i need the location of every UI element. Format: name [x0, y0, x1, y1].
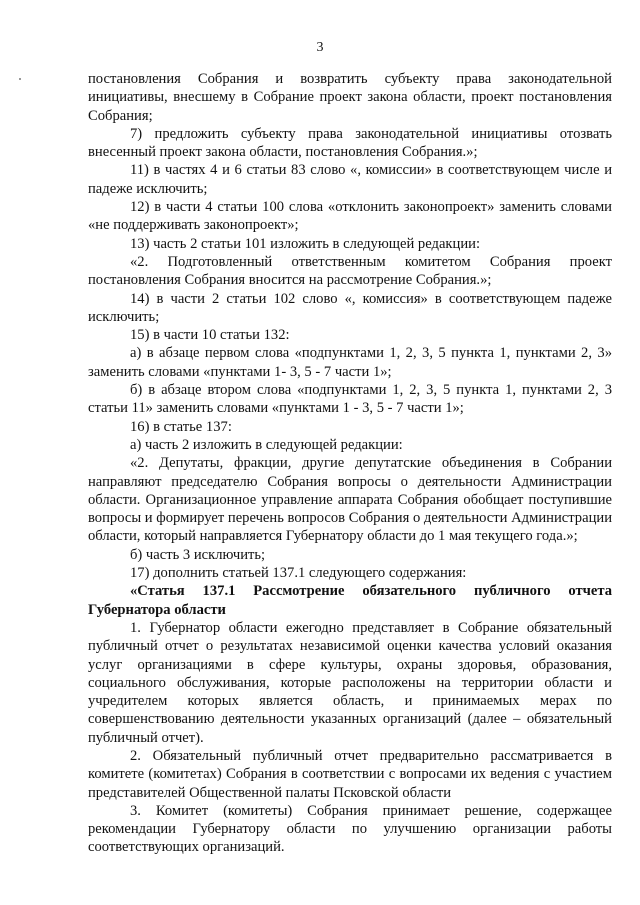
- paragraph: постановления Собрания и возвратить субъекту права законодательной инициативы, внесшему в Собрание проект закона области, проект постановления Собрания;: [88, 71, 612, 124]
- paragraph: 12) в части 4 статьи 100 слова «отклонить законопроект» заменить словами «не поддерживать законопроект»;: [88, 199, 612, 234]
- scan-mark: [19, 78, 21, 80]
- paragraph: «2. Депутаты, фракции, другие депутатские объединения в Собрании направляют председателю Собрания вопросы о деятельности Администрации области. Организационное управление аппарата Собрания обобщает поступившие вопросы и формирует перечень вопросов Собрания о деятельности Администрации области, который направляется Губернатору области до 1 мая текущего года.»;: [88, 455, 612, 545]
- paragraph: 13) часть 2 статьи 101 изложить в следующей редакции:: [130, 235, 480, 252]
- paragraph: б) часть 3 исключить;: [130, 546, 266, 563]
- page-number: 3: [316, 40, 324, 55]
- paragraph: 15) в части 10 статьи 132:: [130, 327, 290, 344]
- paragraph: 17) дополнить статьей 137.1 следующего содержания:: [130, 565, 467, 582]
- paragraph: 7) предложить субъекту права законодательной инициативы отозвать внесенный проект закона области, постановления Собрания.»;: [88, 125, 612, 161]
- paragraph: «2. Подготовленный ответственным комитетом Собрания проект постановления Собрания вносится на рассмотрение Собрания.»;: [88, 253, 612, 289]
- article-paragraph: 2. Обязательный публичный отчет предварительно рассматривается в комитете (комитетах) Собрания в соответствии с вопросами их ведения с участием представителей Общественной палаты Псковской области: [88, 747, 612, 801]
- article-paragraph: 3. Комитет (комитеты) Собрания принимает решение, содержащее рекомендации Губернатору области по улучшению организации работы соответствующих организаций.: [88, 802, 612, 856]
- document-body: [88, 70, 612, 857]
- paragraph: а) в абзаце первом слова «подпунктами 1, 2, 3, 5 пункта 1, пунктами 2, 3» заменить словами «пунктами 1- 3, 5 - 7 части 1»;: [88, 345, 612, 380]
- article-paragraph: 1. Губернатор области ежегодно представляет в Собрание обязательный публичный отчет о результатах независимой оценки качества условий оказания услуг организациями в сфере культуры, охраны здоровья, образования, социального обслуживания, которые расположены на территории области и учредителем которых является область, и принимаемых мерах по совершенствованию деятельности указанных организаций (далее – обязательный публичный отчет).: [88, 619, 612, 746]
- paragraph: 14) в части 2 статьи 102 слово «, комиссия» в соответствующем падеже исключить;: [88, 290, 612, 325]
- paragraph: б) в абзаце втором слова «подпунктами 1, 2, 3, 5 пункта 1, пунктами 2, 3 статьи 11» заменить словами «пунктами 1 - 3, 5 - 7 части 1»;: [88, 382, 612, 417]
- paragraph: а) часть 2 изложить в следующей редакции:: [130, 436, 403, 453]
- paragraph: 16) в статье 137:: [130, 418, 232, 435]
- article-heading: «Статья 137.1 Рассмотрение обязательного публичного отчета Губернатора области: [88, 583, 612, 618]
- paragraph: 11) в частях 4 и 6 статьи 83 слово «, комиссии» в соответствующем числе и падеже исключить;: [88, 162, 612, 197]
